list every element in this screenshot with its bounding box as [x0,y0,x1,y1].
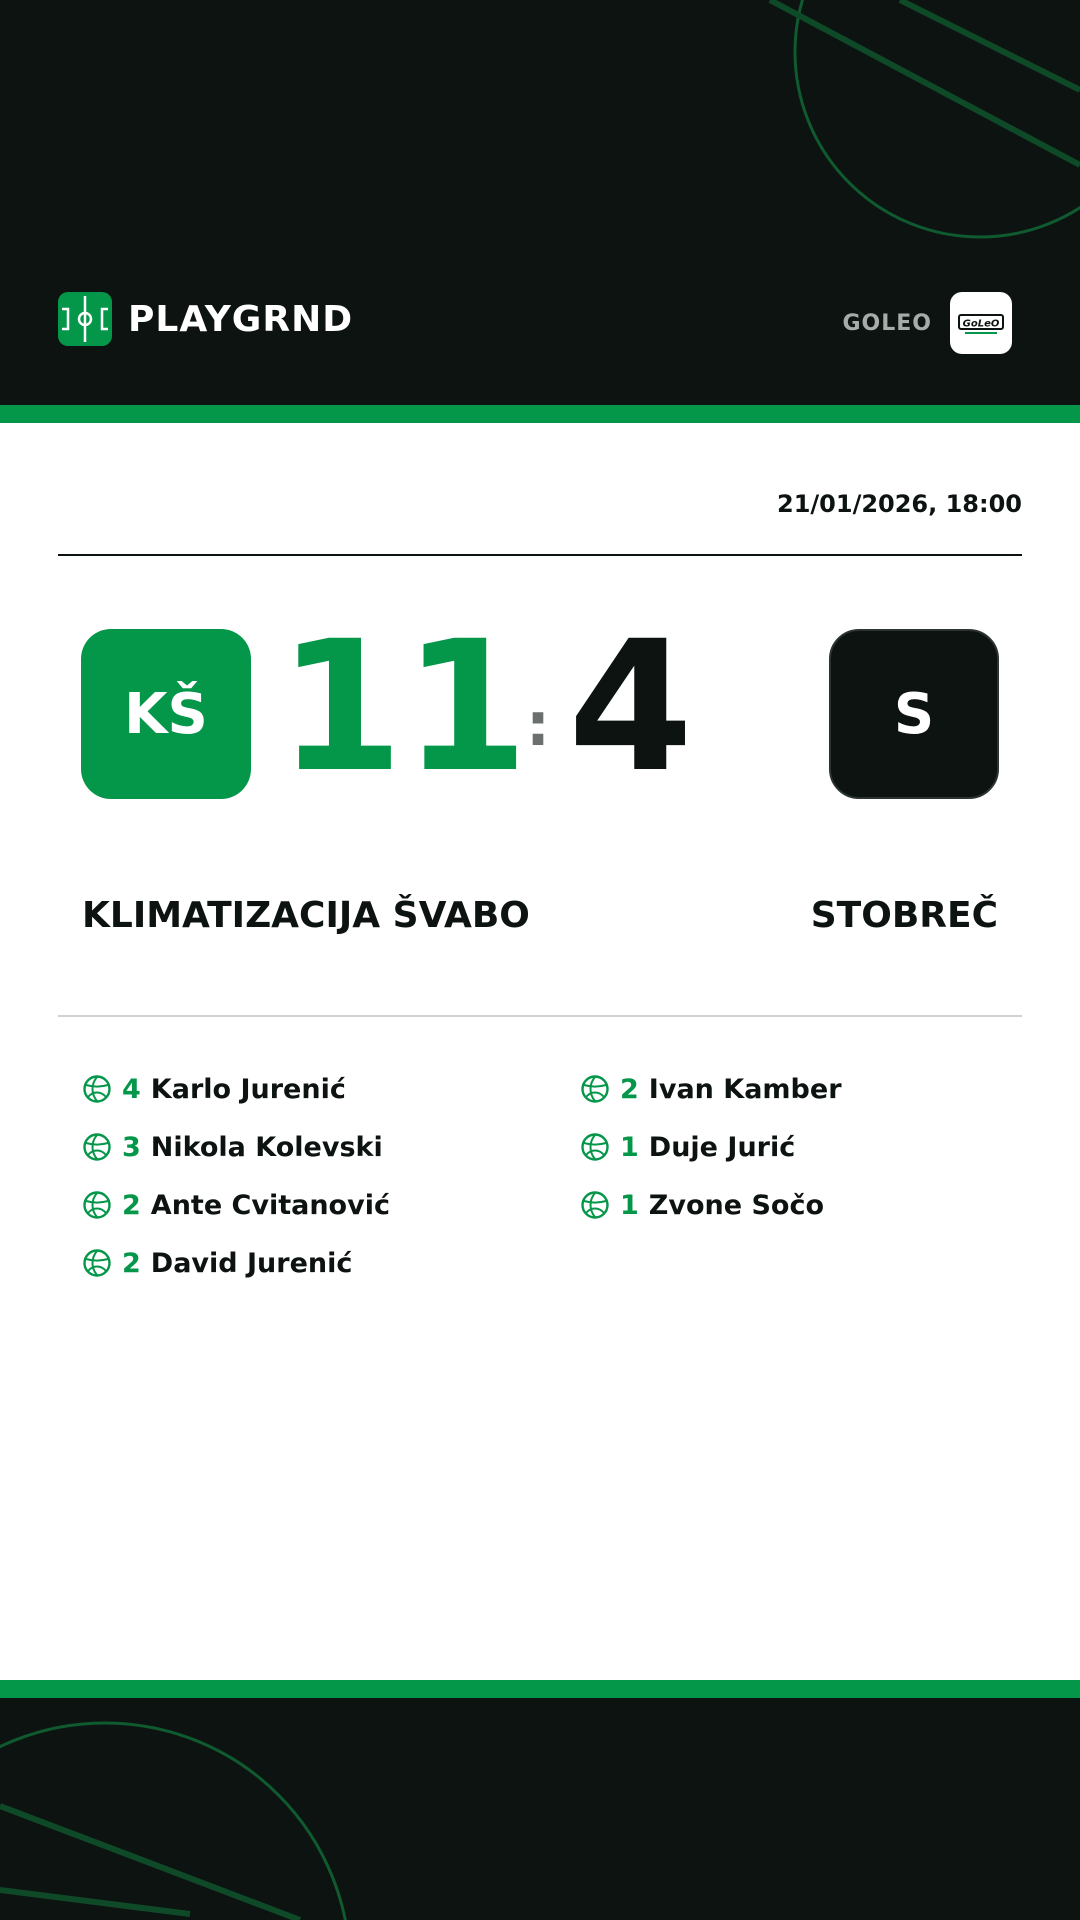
goal-count: 1 [620,1189,639,1221]
scorer-row [82,1234,390,1292]
player-name: Zvone Sočo [648,1189,825,1221]
player-name: Nikola Kolevski [150,1131,383,1163]
goal-count: 2 [620,1073,639,1105]
home-team-name: KLIMATIZACIJA ŠVABO [82,895,530,936]
brand [58,292,353,346]
player-name: Duje Jurić [648,1131,796,1163]
ball-icon [82,1248,112,1278]
away-team-badge [829,629,999,799]
away-team-initials: S [893,681,935,747]
scorer-row [580,1176,842,1234]
goal-count: 2 [122,1247,141,1279]
match-datetime: 21/01/2026, 18:00 [777,490,1022,518]
player-name: David Jurenić [150,1247,353,1279]
brand-name: PLAYGRND [128,298,354,340]
away-team-name: STOBREČ [810,895,998,936]
goal-count: 1 [620,1131,639,1163]
scorer-row [82,1060,390,1118]
away-score: 4 [568,603,694,812]
ball-icon [82,1190,112,1220]
home-team-badge [81,629,251,799]
accent-stripe-top [0,405,1080,423]
divider [58,1015,1022,1017]
home-team-initials: KŠ [124,681,208,747]
svg-text:GoLeO: GoLeO [962,318,1000,330]
home-scorers-list [82,1060,390,1292]
partner-logo [950,292,1012,354]
partner [842,292,1012,354]
goleo-logo-icon [957,309,1005,337]
goal-count: 4 [122,1073,141,1105]
goal-count: 3 [122,1131,141,1163]
scorer-row [82,1176,390,1234]
scorer-row [580,1060,842,1118]
home-score: 11 [278,603,529,812]
ball-icon [580,1190,610,1220]
scorer-row [82,1118,390,1176]
ball-icon [82,1132,112,1162]
partner-name: GOLEO [842,310,932,336]
away-scorers-list [580,1060,842,1234]
score-separator: : [526,690,550,760]
player-name: Karlo Jurenić [150,1073,346,1105]
goal-count: 2 [122,1189,141,1221]
ball-icon [82,1074,112,1104]
ball-icon [580,1074,610,1104]
footer-banner [0,1698,1080,1920]
accent-stripe-bottom [0,1680,1080,1698]
divider [58,554,1022,556]
soccer-field-icon [58,292,112,346]
scorer-row [580,1118,842,1176]
player-name: Ivan Kamber [648,1073,842,1105]
ball-icon [580,1132,610,1162]
pitch-decoration [0,1698,1080,1920]
player-name: Ante Cvitanović [150,1189,390,1221]
header-banner [0,0,1080,405]
